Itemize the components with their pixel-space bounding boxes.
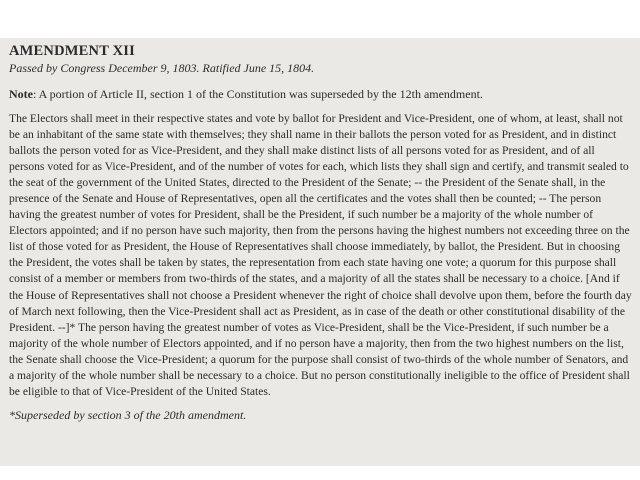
note-text: : A portion of Article II, section 1 of the Constitution was superseded by the 12th amendment. <box>33 87 483 101</box>
passed-ratified-line: Passed by Congress December 9, 1803. Ratified June 15, 1804. <box>9 61 315 75</box>
note-label: Note <box>9 87 33 101</box>
superseded-footnote: *Superseded by section 3 of the 20th amendment. <box>9 407 247 422</box>
note-paragraph <box>9 86 632 102</box>
amendment-body-text: The Electors shall meet in their respective states and vote by ballot for President and Vice-President, one of whom, at least, shall not be an inhabitant of the same state with themselves; they shall name in their ballots the person voted for as President, and in distinct ballots the person voted for as Vice-President, and they shall make distinct lists of all persons voted for as President, and of all persons voted for as Vice-President, and of the number of votes for each, which lists they shall sign and certify, and transmit sealed to the seat of the government of the United States, directed to the President of the Senate; -- the President of the Senate shall, in the presence of the Senate and House of Representatives, open all the certificates and the votes shall then be counted; -- The person having the greatest number of votes for President, shall be the President, if such number be a majority of the whole number of Electors appointed; and if no person have such majority, then from the persons having the highest numbers not exceeding three on the list of those voted for as President, the House of Representatives shall choose immediately, by ballot, the President. But in choosing the President, the votes shall be taken by states, the representation from each state having one vote; a quorum for this purpose shall consist of a member or members from two-thirds of the states, and a majority of all the states shall be necessary to a choice. [And if the House of Representatives shall not choose a President whenever the right of choice shall devolve upon them, before the fourth day of March next following, then the Vice-President shall act as President, as in case of the death or other constitutional disability of the President. --]* The person having the greatest number of votes as Vice-President, shall be the Vice-President, if such number be a majority of the whole number of Electors appointed, and if no person have a majority, then from the two highest numbers on the list, the Senate shall choose the Vice-President; a quorum for the purpose shall consist of two-thirds of the whole number of Senators, and a majority of the whole number shall be necessary to a choice. But no person constitutionally ineligible to the office of President shall be eligible to that of Vice-President of the United States. <box>9 112 632 398</box>
amendment-panel <box>0 38 640 466</box>
amendment-title: AMENDMENT XII <box>9 43 135 59</box>
